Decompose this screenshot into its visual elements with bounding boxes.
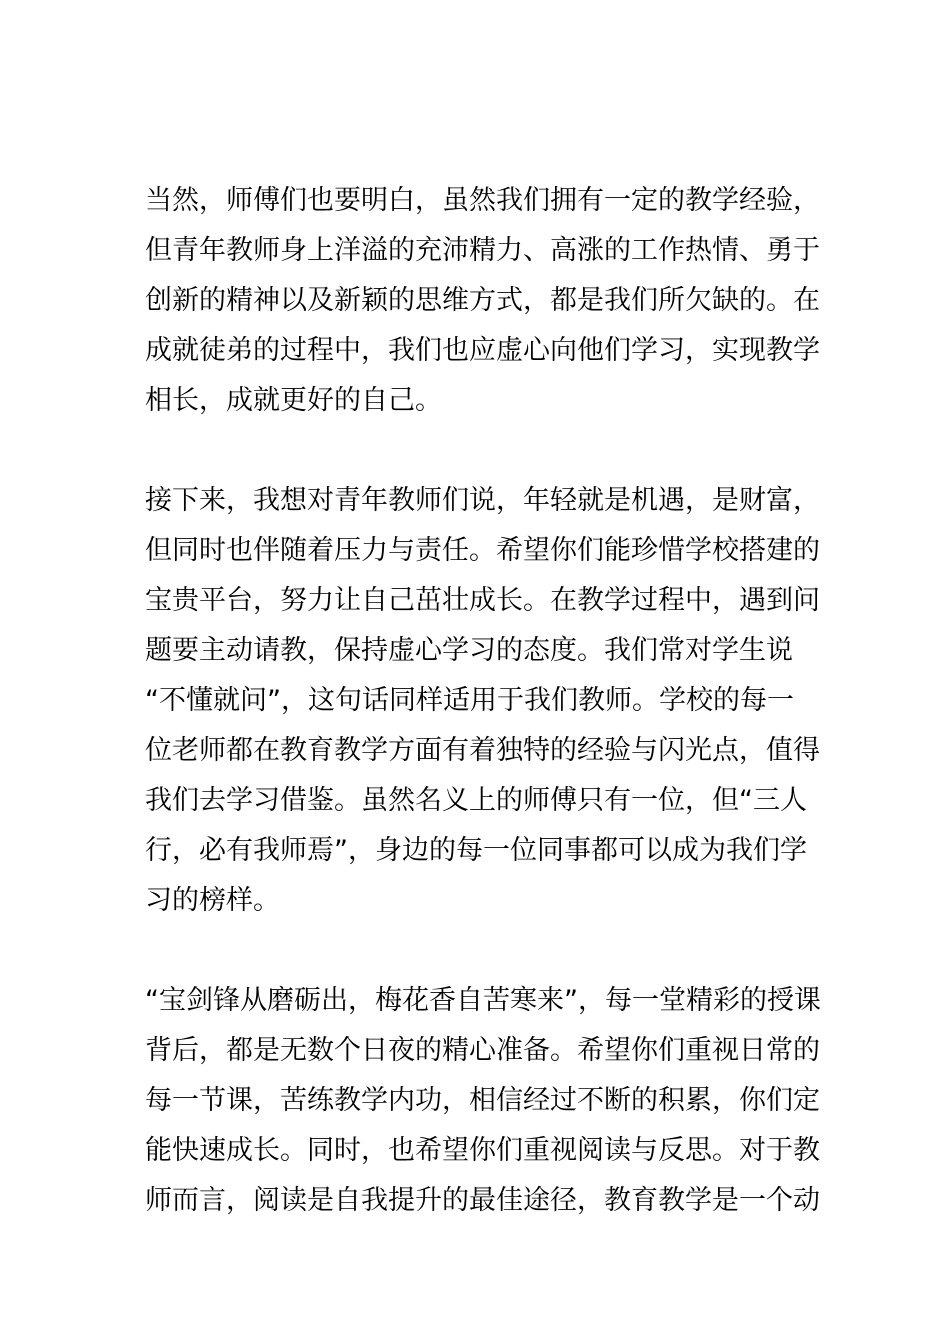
paragraph-2 bbox=[145, 476, 820, 926]
text-line: “宝剑锋从磨砺出，梅花香自苦寒来”，每一堂精彩的授课 bbox=[145, 985, 821, 1016]
text-line: 背后，都是无数个日夜的精心准备。希望你们重视日常的 bbox=[145, 1035, 820, 1066]
text-line: 位老师都在教育教学方面有着独特的经验与闪光点，值得 bbox=[145, 735, 820, 766]
text-line: 当然，师傅们也要明白，虽然我们拥有一定的教学经验， bbox=[145, 185, 820, 216]
text-line: 习的榜样。 bbox=[145, 885, 280, 916]
text-line: 行，必有我师焉”，身边的每一位同事都可以成为我们学 bbox=[145, 835, 807, 866]
text-line: 每一节课，苦练教学内功，相信经过不断的积累，你们定 bbox=[145, 1085, 820, 1116]
text-line: 成就徒弟的过程中，我们也应虚心向他们学习，实现教学 bbox=[145, 335, 820, 366]
text-line: 宝贵平台，努力让自己茁壮成长。在教学过程中，遇到问 bbox=[145, 585, 820, 616]
paragraph-spacer bbox=[145, 426, 815, 476]
paragraph-1 bbox=[145, 176, 820, 426]
document-body bbox=[145, 176, 821, 1226]
text-line: 师而言，阅读是自我提升的最佳途径，教育教学是一个动 bbox=[145, 1185, 820, 1216]
text-line: 相长，成就更好的自己。 bbox=[145, 385, 442, 416]
text-line: “不懂就问”，这句话同样适用于我们教师。学校的每一 bbox=[145, 685, 794, 716]
paragraph-3 bbox=[145, 976, 821, 1226]
text-line: 但青年教师身上洋溢的充沛精力、高涨的工作热情、勇于 bbox=[145, 235, 820, 266]
text-line: 能快速成长。同时，也希望你们重视阅读与反思。对于教 bbox=[145, 1135, 820, 1166]
text-line: 题要主动请教，保持虚心学习的态度。我们常对学生说 bbox=[145, 635, 793, 666]
paragraph-spacer bbox=[145, 926, 815, 976]
text-line: 但同时也伴随着压力与责任。希望你们能珍惜学校搭建的 bbox=[145, 535, 820, 566]
text-line: 创新的精神以及新颖的思维方式，都是我们所欠缺的。在 bbox=[145, 285, 820, 316]
text-line: 我们去学习借鉴。虽然名义上的师傅只有一位，但“三人 bbox=[145, 785, 807, 816]
text-line: 接下来，我想对青年教师们说，年轻就是机遇，是财富， bbox=[145, 485, 820, 516]
